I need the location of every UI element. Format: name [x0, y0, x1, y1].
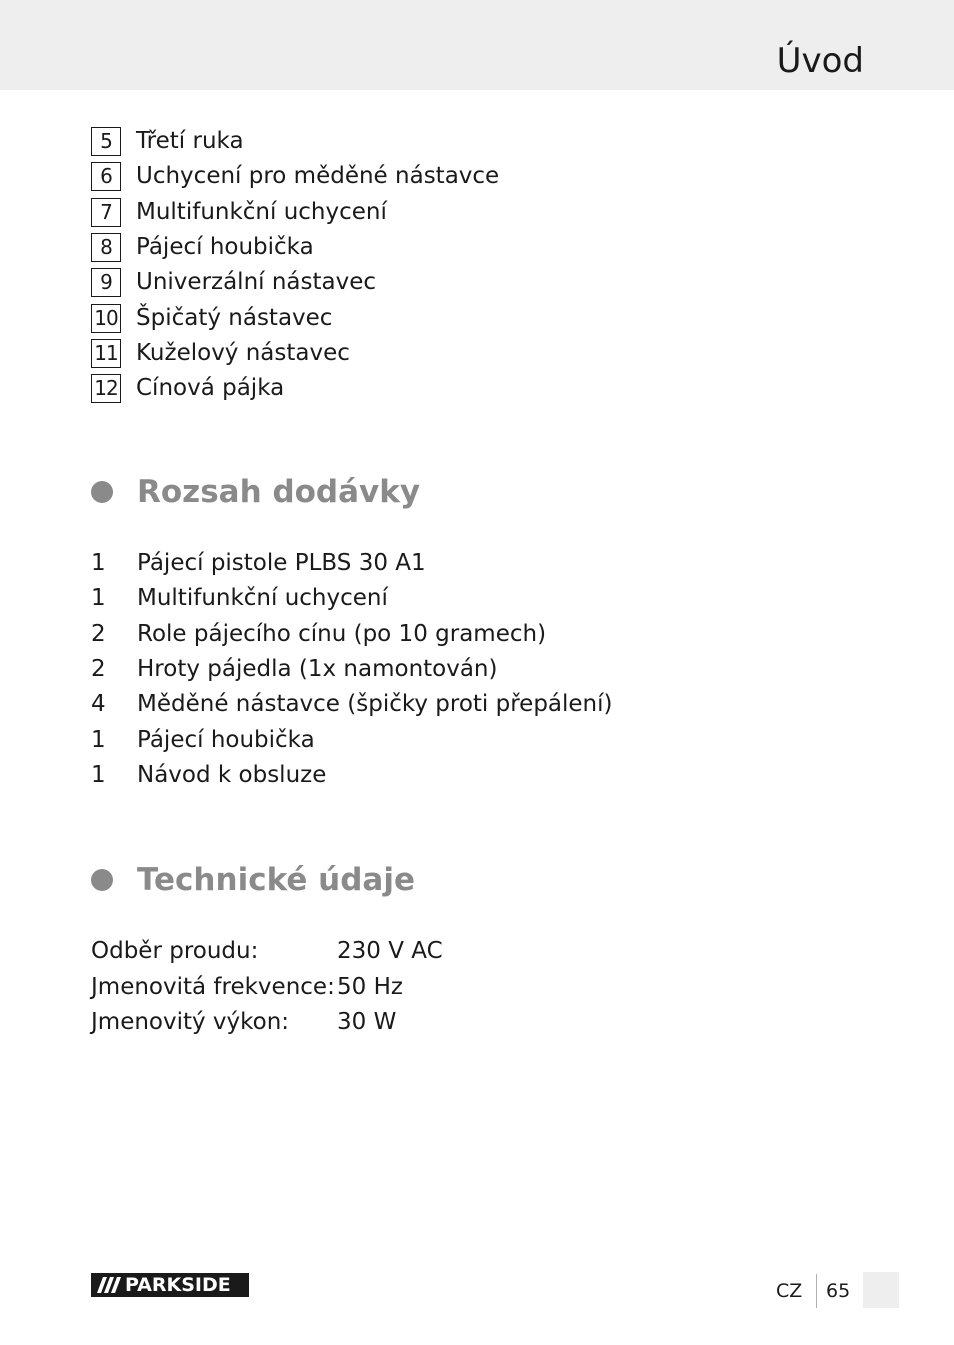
- part-label: Uchycení pro měděné nástavce: [136, 163, 500, 190]
- page-title: Úvod: [776, 41, 864, 81]
- quantity: 2: [91, 656, 106, 683]
- footer-language: CZ: [776, 1280, 803, 1302]
- spec-label: Jmenovitá frekvence:: [91, 973, 335, 1000]
- quantity: 1: [91, 726, 106, 753]
- part-number: 6: [91, 162, 121, 191]
- bullet-icon: [91, 481, 113, 503]
- spec-table: [91, 934, 791, 1041]
- part-label: Třetí ruka: [136, 128, 244, 155]
- section-title: Technické údaje: [137, 862, 416, 898]
- part-label: Multifunkční uchycení: [136, 198, 387, 225]
- spec-value: 30 W: [337, 1009, 397, 1036]
- footer-box: [863, 1272, 899, 1308]
- table-row: [91, 970, 791, 1006]
- list-item: [91, 371, 791, 406]
- list-item: [91, 124, 791, 159]
- part-number: 7: [91, 198, 121, 227]
- spec-label: Odběr proudu:: [91, 938, 259, 965]
- logo-slashes-icon: [91, 1273, 123, 1297]
- list-item: [91, 159, 791, 194]
- quantity: 4: [91, 691, 106, 718]
- part-label: Cínová pájka: [136, 375, 285, 402]
- list-item: [91, 195, 791, 230]
- section-heading-delivery: [91, 472, 420, 512]
- list-item: [91, 652, 791, 687]
- page-number: 65: [826, 1280, 851, 1302]
- part-label: Špičatý nástavec: [136, 304, 333, 331]
- section-heading-technical: [91, 860, 415, 900]
- list-item: [91, 230, 791, 265]
- logo-text: PARKSIDE: [125, 1274, 231, 1296]
- quantity: 1: [91, 550, 106, 577]
- list-item: [91, 722, 791, 757]
- quantity: 1: [91, 761, 106, 788]
- quantity: 1: [91, 585, 106, 612]
- list-item: [91, 758, 791, 793]
- part-label: Pájecí houbička: [136, 234, 314, 261]
- delivery-item: Pájecí houbička: [137, 726, 315, 753]
- list-item: [91, 300, 791, 335]
- bullet-icon: [91, 869, 113, 891]
- list-item: [91, 265, 791, 300]
- delivery-list: [91, 546, 791, 793]
- part-number: 9: [91, 268, 121, 297]
- part-number: 10: [91, 304, 121, 333]
- delivery-item: Pájecí pistole PLBS 30 A1: [137, 550, 426, 577]
- delivery-item: Hroty pájedla (1x namontován): [137, 656, 498, 683]
- part-label: Univerzální nástavec: [136, 269, 377, 296]
- table-row: [91, 1005, 791, 1041]
- part-number: 11: [91, 339, 121, 368]
- section-title: Rozsah dodávky: [137, 474, 421, 510]
- list-item: [91, 336, 791, 371]
- spec-value: 230 V AC: [337, 938, 443, 965]
- list-item: [91, 546, 791, 581]
- quantity: 2: [91, 620, 106, 647]
- list-item: [91, 581, 791, 616]
- part-label: Kuželový nástavec: [136, 339, 350, 366]
- part-number: 8: [91, 233, 121, 262]
- table-row: [91, 934, 791, 970]
- part-number: 5: [91, 127, 121, 156]
- parts-list: [91, 124, 791, 406]
- delivery-item: Měděné nástavce (špičky proti přepálení): [137, 691, 613, 718]
- list-item: [91, 617, 791, 652]
- part-number: 12: [91, 374, 121, 403]
- parkside-logo: [91, 1273, 249, 1297]
- spec-value: 50 Hz: [337, 973, 403, 1000]
- footer-divider: [816, 1274, 817, 1308]
- delivery-item: Návod k obsluze: [137, 761, 327, 788]
- delivery-item: Role pájecího cínu (po 10 gramech): [137, 620, 547, 647]
- delivery-item: Multifunkční uchycení: [137, 585, 388, 612]
- spec-label: Jmenovitý výkon:: [91, 1009, 290, 1036]
- list-item: [91, 687, 791, 722]
